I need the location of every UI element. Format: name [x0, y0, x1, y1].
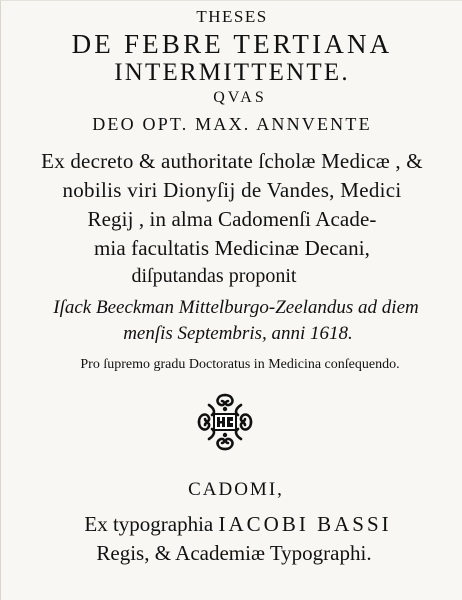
author-line-1: Iſack Beeckman Mittelburgo-Zeelandus ad diem [53, 297, 419, 318]
title-de-febre-tertiana: DE FEBRE TERTIANA [71, 29, 393, 59]
imprint-printer-title: Regis, & Academiæ Typographi. [96, 541, 372, 565]
body-line-4: mia facultatis Medicinæ Decani, [93, 236, 370, 260]
imprint-printer-prefix: Ex typographia [84, 512, 219, 536]
title-intermittente: INTERMITTENTE. [114, 59, 350, 86]
imprint-printer-line [7, 512, 462, 537]
title-theses: THESES [196, 7, 268, 26]
imprint-printer-names: IACOBI BASSI [218, 512, 392, 536]
imprint-city: CADOMI, [188, 479, 284, 500]
title-quas: QVAS [213, 89, 267, 106]
title-deo-annuente: DEO OPT. MAX. ANNVENTE [92, 114, 372, 134]
body-line-3: Regij , in alma Cadomenſi Acade- [87, 207, 377, 231]
author-line-2: menſis Septembris, anni 1618. [123, 323, 353, 344]
body-line-2: nobilis viri Dionyſij de Vandes, Medici [62, 178, 402, 202]
body-line-5: diſputandas proponit [131, 265, 297, 287]
degree-purpose: Pro ſupremo gradu Doctoratus in Medicina conſequendo. [80, 357, 400, 372]
printers-fleuron-ornament-icon [195, 391, 255, 453]
body-line-1: Ex decreto & authoritate ſcholæ Medicæ , & [41, 149, 423, 173]
